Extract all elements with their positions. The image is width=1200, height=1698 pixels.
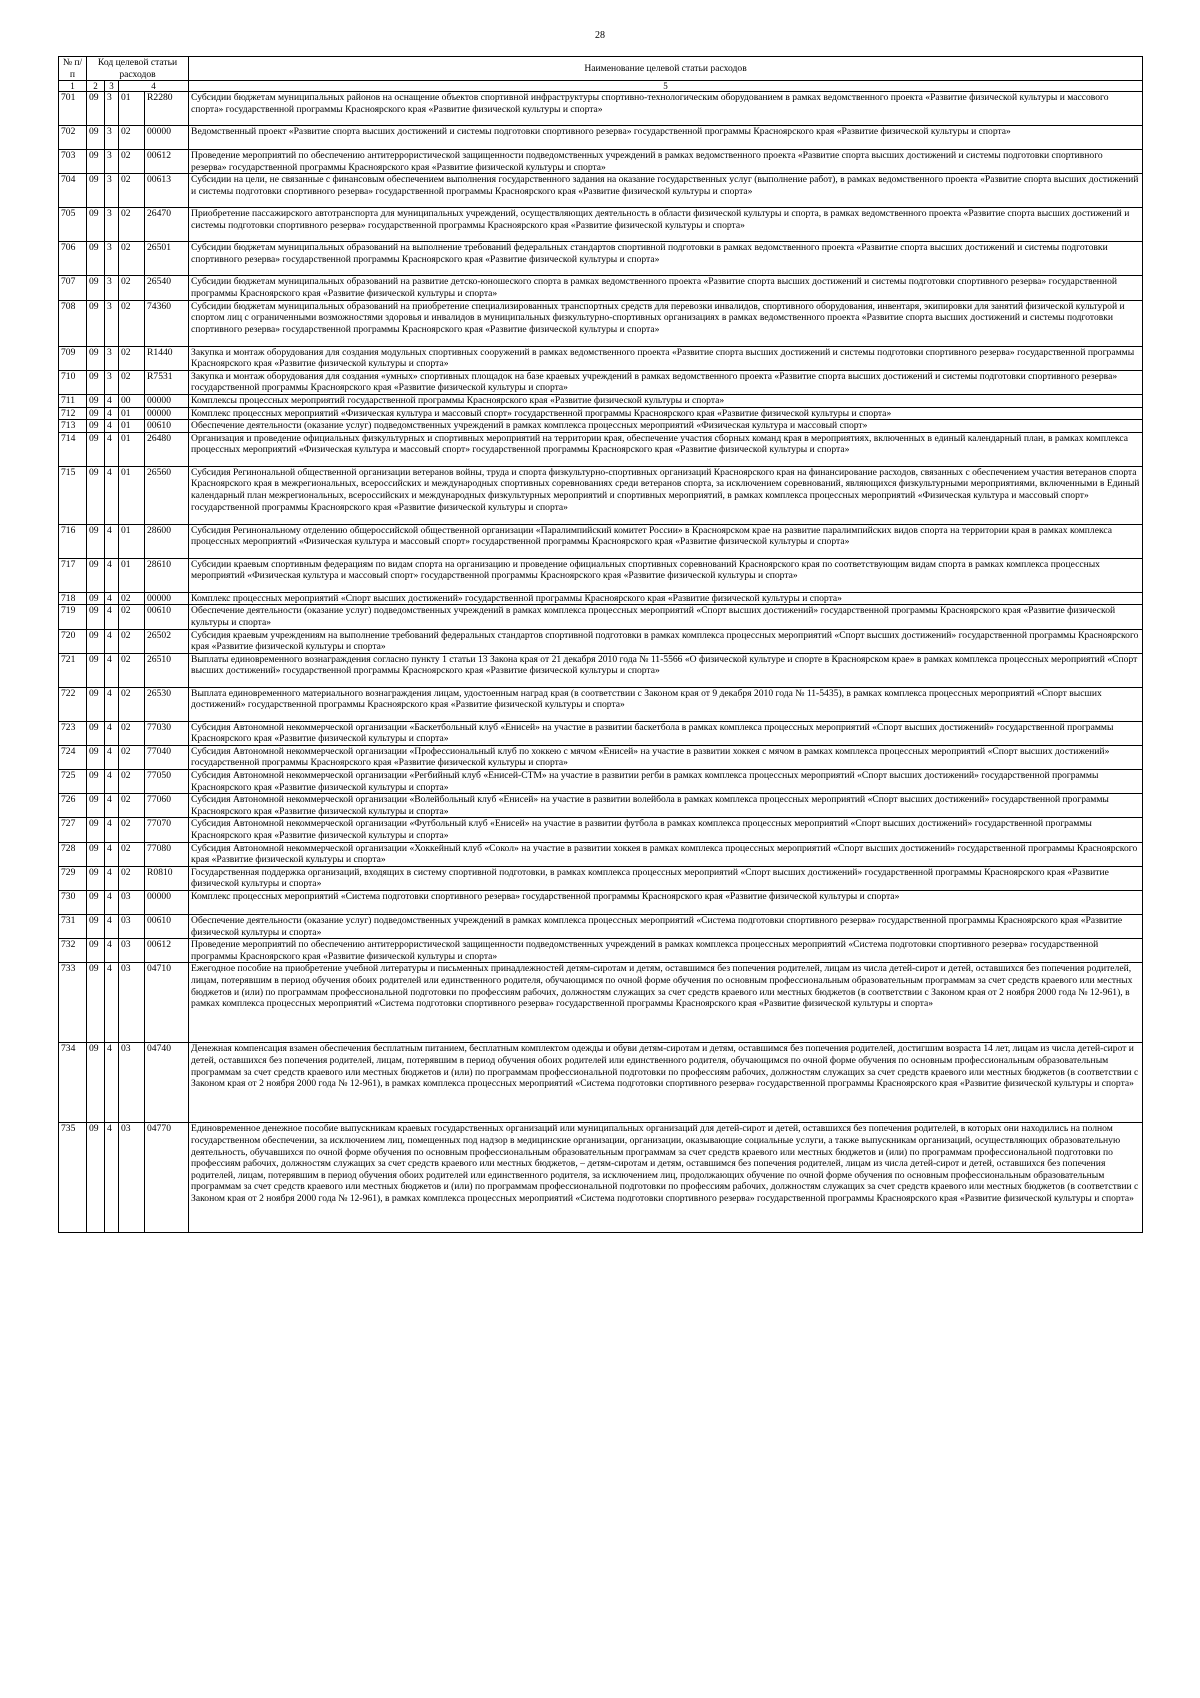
code-part-4: 26530 bbox=[145, 687, 189, 721]
budget-table bbox=[58, 56, 1143, 1233]
code-part-4: 26480 bbox=[145, 432, 189, 466]
table-row bbox=[59, 346, 1143, 370]
code-part-1: 09 bbox=[87, 939, 105, 963]
row-name: Проведение мероприятий по обеспечению антитеррористической защищенности подведомственных учреждений в рамках ведомственного проекта «Развитие спорта высших достижений и системы подготовки спортивного резерва» государственной программы Красноярского края «Развитие физической культуры и спорта» bbox=[189, 150, 1143, 174]
row-index: 725 bbox=[59, 770, 87, 794]
code-part-4: R7531 bbox=[145, 370, 189, 394]
column-number: 2 bbox=[87, 81, 105, 92]
code-part-2: 4 bbox=[105, 466, 119, 524]
code-part-3: 01 bbox=[119, 432, 145, 466]
code-part-4: 77040 bbox=[145, 745, 189, 769]
header-code: Код целевой статьи расходов bbox=[87, 57, 189, 81]
code-part-3: 01 bbox=[119, 524, 145, 558]
row-name: Ведомственный проект «Развитие спорта высших достижений и системы подготовки спортивного резерва» государственной программы Красноярского края «Развитие физической культуры и спорта» bbox=[189, 126, 1143, 150]
code-part-1: 09 bbox=[87, 466, 105, 524]
code-part-2: 4 bbox=[105, 866, 119, 890]
page-number: 28 bbox=[595, 30, 605, 41]
row-index: 735 bbox=[59, 1123, 87, 1233]
code-part-3: 03 bbox=[119, 963, 145, 1043]
code-part-3: 02 bbox=[119, 242, 145, 276]
code-part-3: 02 bbox=[119, 629, 145, 653]
table-row bbox=[59, 432, 1143, 466]
row-name: Денежная компенсация взамен обеспечения бесплатным питанием, бесплатным комплектом одежды и обуви детям-сиротам и детям, оставшимся без попечения родителей, достигшим возраста 14 лет, лицам из числа детей-сирот и детей, оставшихся без попечения родителей, лицам, потерявшим в период обучения обоих родителей или единственного родителя, обучающимся по очной форме обучения по основным профессиональным образовательным программам за счет средств краевого или местных бюджетов и (или) по программам профессиональной подготовки по профессиям рабочих, должностям служащих за счет средств краевого или местных бюджетов (в соответствии с Законом края от 2 ноября 2000 года № 12-961), в рамках комплекса процессных мероприятий «Система подготовки спортивного резерва» государственной программы Красноярского края «Развитие физической культуры и спорта» bbox=[189, 1043, 1143, 1123]
row-name: Субсидия Автономной некоммерческой организации «Баскетбольный клуб «Енисей» на участие в развитии баскетбола в рамках комплекса процессных мероприятий «Спорт высших достижений» государственной программы Красноярского края «Развитие физической культуры и спорта» bbox=[189, 721, 1143, 745]
row-name: Ежегодное пособие на приобретение учебной литературы и письменных принадлежностей детям-сиротам и детям, оставшимся без попечения родителей, лицам из числа детей-сирот и детей, оставшихся без попечения родителей, лицам, потерявшим в период обучения обоих родителей или единственного родителя, обучающимся по очной форме обучения по основным профессиональным образовательным программам за счет средств краевого или местных бюджетов и (или) по программам профессиональной подготовки по профессиям рабочих, должностям служащих за счет средств краевого или местных бюджетов (в соответствии с Законом края от 2 ноября 2000 года № 12-961), в рамках комплекса процессных мероприятий «Система подготовки спортивного резерва» государственной программы Красноярского края «Развитие физической культуры и спорта» bbox=[189, 963, 1143, 1043]
code-part-1: 09 bbox=[87, 300, 105, 346]
table-column-numbers bbox=[59, 81, 1143, 92]
code-part-4: 77050 bbox=[145, 770, 189, 794]
row-index: 722 bbox=[59, 687, 87, 721]
row-index: 711 bbox=[59, 394, 87, 407]
code-part-2: 4 bbox=[105, 1043, 119, 1123]
table-row bbox=[59, 592, 1143, 605]
table-row bbox=[59, 407, 1143, 420]
code-part-4: R0810 bbox=[145, 866, 189, 890]
code-part-3: 01 bbox=[119, 558, 145, 592]
code-part-1: 09 bbox=[87, 653, 105, 687]
row-index: 732 bbox=[59, 939, 87, 963]
row-index: 715 bbox=[59, 466, 87, 524]
row-index: 729 bbox=[59, 866, 87, 890]
code-part-4: 04710 bbox=[145, 963, 189, 1043]
code-part-1: 09 bbox=[87, 276, 105, 300]
column-number: 1 bbox=[59, 81, 87, 92]
code-part-4: 26501 bbox=[145, 242, 189, 276]
row-index: 714 bbox=[59, 432, 87, 466]
header-index: № п/п bbox=[59, 57, 87, 81]
code-part-3: 01 bbox=[119, 407, 145, 420]
column-number: 4 bbox=[119, 81, 189, 92]
code-part-3: 03 bbox=[119, 891, 145, 915]
row-index: 731 bbox=[59, 915, 87, 939]
row-index: 733 bbox=[59, 963, 87, 1043]
code-part-2: 4 bbox=[105, 721, 119, 745]
code-part-1: 09 bbox=[87, 915, 105, 939]
table-row bbox=[59, 126, 1143, 150]
code-part-4: 00000 bbox=[145, 891, 189, 915]
code-part-3: 02 bbox=[119, 300, 145, 346]
table-row bbox=[59, 653, 1143, 687]
code-part-4: 77030 bbox=[145, 721, 189, 745]
code-part-2: 3 bbox=[105, 174, 119, 208]
code-part-4: 00610 bbox=[145, 420, 189, 433]
code-part-2: 4 bbox=[105, 818, 119, 842]
code-part-4: R1440 bbox=[145, 346, 189, 370]
code-part-2: 4 bbox=[105, 558, 119, 592]
row-name: Субсидия Автономной некоммерческой организации «Хоккейный клуб «Сокол» на участие в развитии хоккея в рамках комплекса процессных мероприятий «Спорт высших достижений» государственной программы Красноярского края «Развитие физической культуры и спорта» bbox=[189, 842, 1143, 866]
code-part-1: 09 bbox=[87, 524, 105, 558]
table-row bbox=[59, 1123, 1143, 1233]
row-name: Комплекс процессных мероприятий «Спорт высших достижений» государственной программы Красноярского края «Развитие физической культуры и спорта» bbox=[189, 592, 1143, 605]
code-part-2: 4 bbox=[105, 915, 119, 939]
code-part-3: 02 bbox=[119, 687, 145, 721]
row-index: 724 bbox=[59, 745, 87, 769]
code-part-3: 02 bbox=[119, 174, 145, 208]
code-part-2: 4 bbox=[105, 891, 119, 915]
table-row bbox=[59, 558, 1143, 592]
code-part-1: 09 bbox=[87, 605, 105, 629]
row-index: 720 bbox=[59, 629, 87, 653]
column-number: 5 bbox=[189, 81, 1143, 92]
row-index: 728 bbox=[59, 842, 87, 866]
row-index: 719 bbox=[59, 605, 87, 629]
row-name: Организация и проведение официальных физкультурных и спортивных мероприятий на территории края, обеспечение участия сборных команд края в мероприятиях, включенных в единый календарный план, в рамках комплекса процессных мероприятий «Физическая культура и массовый спорт» государственной программы Красноярского края «Развитие физической культуры и спорта» bbox=[189, 432, 1143, 466]
header-name: Наименование целевой статьи расходов bbox=[189, 57, 1143, 81]
table-row bbox=[59, 687, 1143, 721]
code-part-3: 02 bbox=[119, 842, 145, 866]
row-name: Выплаты единовременного вознаграждения согласно пункту 1 статьи 13 Закона края от 21 декабря 2010 года № 11-5566 «О физической культуре и спорте в Красноярском крае» в рамках комплекса процессных мероприятий «Спорт высших достижений» государственной программы Красноярского края «Развитие физической культуры и спорта» bbox=[189, 653, 1143, 687]
row-name: Субсидии бюджетам муниципальных образований на приобретение специализированных транспортных средств для перевозки инвалидов, спортивного оборудования, инвентаря, экипировки для занятий физической культурой и спортом лиц с ограниченными возможностями здоровья и инвалидов в муниципальных физкультурно-спортивных организациях в рамках ведомственного проекта «Развитие спорта высших достижений и системы подготовки спортивного резерва» государственной программы Красноярского края «Развитие физической культуры и спорта» bbox=[189, 300, 1143, 346]
code-part-1: 09 bbox=[87, 721, 105, 745]
code-part-2: 4 bbox=[105, 524, 119, 558]
code-part-1: 09 bbox=[87, 346, 105, 370]
code-part-3: 03 bbox=[119, 1043, 145, 1123]
row-index: 721 bbox=[59, 653, 87, 687]
row-index: 723 bbox=[59, 721, 87, 745]
row-index: 709 bbox=[59, 346, 87, 370]
row-name: Государственная поддержка организаций, входящих в систему спортивной подготовки, в рамках комплекса процессных мероприятий «Спорт высших достижений» государственной программы Красноярского края «Развитие физической культуры и спорта» bbox=[189, 866, 1143, 890]
code-part-4: 28600 bbox=[145, 524, 189, 558]
table-row bbox=[59, 370, 1143, 394]
code-part-3: 02 bbox=[119, 276, 145, 300]
code-part-2: 4 bbox=[105, 394, 119, 407]
code-part-2: 4 bbox=[105, 687, 119, 721]
code-part-4: 00612 bbox=[145, 939, 189, 963]
row-name: Субсидии бюджетам муниципальных образований на развитие детско-юношеского спорта в рамках ведомственного проекта «Развитие спорта высших достижений и системы подготовки спортивного резерва» государственной программы Красноярского края «Развитие физической культуры и спорта» bbox=[189, 276, 1143, 300]
code-part-2: 4 bbox=[105, 794, 119, 818]
code-part-1: 09 bbox=[87, 394, 105, 407]
table-row bbox=[59, 794, 1143, 818]
code-part-1: 09 bbox=[87, 420, 105, 433]
row-index: 701 bbox=[59, 92, 87, 126]
code-part-4: 28610 bbox=[145, 558, 189, 592]
row-name: Субсидии краевым спортивным федерациям по видам спорта на организацию и проведение официальных спортивных соревнований Красноярского края по соответствующим видам спорта в рамках комплекса процессных мероприятий «Физическая культура и массовый спорт» государственной программы Красноярского края «Развитие физической культуры и спорта» bbox=[189, 558, 1143, 592]
code-part-1: 09 bbox=[87, 370, 105, 394]
code-part-1: 09 bbox=[87, 629, 105, 653]
row-name: Субсидия Регинональной общественной организации ветеранов войны, труда и спорта физкультурно-спортивных организаций Красноярского края на финансирование расходов, связанных с обеспечением участия ветеранов спорта Красноярского края в межрегиональных, всероссийских и международных спортивных соревнованиях среди ветеранов спорта, за исключением соревнований, являющихся физкультурными мероприятиями, включенными в Единый календарный план межрегиональных, всероссийских и международных физкультурных мероприятий и спортивных мероприятий, в рамках комплекса процессных мероприятий «Физическая культура и массовый спорт» государственной программы Красноярского края «Развитие физической культуры и спорта» bbox=[189, 466, 1143, 524]
code-part-2: 4 bbox=[105, 1123, 119, 1233]
code-part-3: 02 bbox=[119, 653, 145, 687]
row-name: Комплексы процессных мероприятий государственной программы Красноярского края «Развитие физической культуры и спорта» bbox=[189, 394, 1143, 407]
code-part-3: 02 bbox=[119, 818, 145, 842]
row-index: 708 bbox=[59, 300, 87, 346]
table-row bbox=[59, 939, 1143, 963]
table-row bbox=[59, 721, 1143, 745]
row-name: Субсидии бюджетам муниципальных районов на оснащение объектов спортивной инфраструктуры спортивно-технологическим оборудованием в рамках ведомственного проекта «Развитие физической культуры и массового спорта» государственной программы Красноярского края «Развитие физической культуры и спорта» bbox=[189, 92, 1143, 126]
row-index: 713 bbox=[59, 420, 87, 433]
code-part-2: 4 bbox=[105, 605, 119, 629]
code-part-2: 4 bbox=[105, 432, 119, 466]
code-part-4: 00000 bbox=[145, 126, 189, 150]
code-part-2: 4 bbox=[105, 963, 119, 1043]
code-part-4: 26560 bbox=[145, 466, 189, 524]
row-name: Субсидия краевым учреждениям на выполнение требований федеральных стандартов спортивной подготовки в рамках комплекса процессных мероприятий «Спорт высших достижений» государственной программы Красноярского края «Развитие физической культуры и спорта» bbox=[189, 629, 1143, 653]
code-part-2: 4 bbox=[105, 407, 119, 420]
table-row bbox=[59, 745, 1143, 769]
row-index: 703 bbox=[59, 150, 87, 174]
code-part-1: 09 bbox=[87, 1123, 105, 1233]
code-part-1: 09 bbox=[87, 866, 105, 890]
row-index: 704 bbox=[59, 174, 87, 208]
row-name: Проведение мероприятий по обеспечению антитеррористической защищенности подведомственных учреждений в рамках комплекса процессных мероприятий «Система подготовки спортивного резерва» государственной программы Красноярского края «Развитие физической культуры и спорта» bbox=[189, 939, 1143, 963]
code-part-4: 26502 bbox=[145, 629, 189, 653]
row-name: Единовременное денежное пособие выпускникам краевых государственных организаций или муниципальных организаций для детей-сирот и детей, оставшихся без попечения родителей, в которых они находились на полном государственном обеспечении, за исключением лиц, помещенных под надзор в медицинские организации, организации, оказывающие социальные услуги, а также выпускникам организаций, осуществляющих образовательную деятельность, обучавшихся по очной форме обучения по основным профессиональным образовательным программам за счет средств краевого или местных бюджетов и (или) по программам профессиональной подготовки по профессиям рабочих, должностям служащих за счет средств краевого или местных бюджетов, – детям-сиротам и детям, оставшимся без попечения родителей, лицам из числа детей-сирот и детей, оставшихся без попечения родителей, лицам, потерявшим в период обучения обоих родителей или единственного родителя, за исключением лиц, продолжающих обучение по очной форме обучения по основным профессиональным образовательным программам за счет средств краевого или местных бюджетов и (или) по программам профессиональной подготовки по профессиям рабочих, должностям служащих за счет средств краевого или местных бюджетов (в соответствии с Законом края от 2 ноября 2000 года № 12-961), в рамках комплекса процессных мероприятий «Система подготовки спортивного резерва» государственной программы Красноярского края «Развитие физической культуры и спорта» bbox=[189, 1123, 1143, 1233]
code-part-4: 00000 bbox=[145, 407, 189, 420]
code-part-4: 26510 bbox=[145, 653, 189, 687]
code-part-2: 4 bbox=[105, 653, 119, 687]
code-part-3: 02 bbox=[119, 605, 145, 629]
row-name: Субсидии на цели, не связанные с финансовым обеспечением выполнения государственного задания на оказание государственных услуг (выполнение работ), в рамках ведомственного проекта «Развитие спорта высших достижений и системы подготовки спортивного резерва» государственной программы Красноярского края «Развитие физической культуры и спорта» bbox=[189, 174, 1143, 208]
code-part-1: 09 bbox=[87, 818, 105, 842]
code-part-1: 09 bbox=[87, 794, 105, 818]
row-name: Субсидия Автономной некоммерческой организации «Футбольный клуб «Енисей» на участие в развитии футбола в рамках комплекса процессных мероприятий «Спорт высших достижений» государственной программы Красноярского края «Развитие физической культуры и спорта» bbox=[189, 818, 1143, 842]
table-row bbox=[59, 629, 1143, 653]
code-part-1: 09 bbox=[87, 92, 105, 126]
code-part-4: 00610 bbox=[145, 915, 189, 939]
row-name: Закупка и монтаж оборудования для создания модульных спортивных сооружений в рамках ведомственного проекта «Развитие спорта высших достижений и системы подготовки спортивного резерва» государственной программы Красноярского края «Развитие физической культуры и спорта» bbox=[189, 346, 1143, 370]
code-part-1: 09 bbox=[87, 687, 105, 721]
table-row bbox=[59, 150, 1143, 174]
code-part-4: R2280 bbox=[145, 92, 189, 126]
row-name: Субсидия Регинональному отделению общероссийской общественной организации «Паралимпийский комитет России» в Красноярском крае на развитие паралимпийских видов спорта на территории края в рамках комплекса процессных мероприятий «Физическая культура и массовый спорт» государственной программы Красноярского края «Развитие физической культуры и спорта» bbox=[189, 524, 1143, 558]
row-index: 717 bbox=[59, 558, 87, 592]
code-part-4: 04740 bbox=[145, 1043, 189, 1123]
code-part-1: 09 bbox=[87, 150, 105, 174]
table-row bbox=[59, 866, 1143, 890]
code-part-3: 03 bbox=[119, 1123, 145, 1233]
row-index: 712 bbox=[59, 407, 87, 420]
code-part-4: 77080 bbox=[145, 842, 189, 866]
code-part-3: 02 bbox=[119, 866, 145, 890]
code-part-3: 01 bbox=[119, 420, 145, 433]
code-part-2: 3 bbox=[105, 276, 119, 300]
code-part-1: 09 bbox=[87, 242, 105, 276]
table-row bbox=[59, 92, 1143, 126]
table-row bbox=[59, 466, 1143, 524]
code-part-1: 09 bbox=[87, 174, 105, 208]
code-part-3: 00 bbox=[119, 394, 145, 407]
table-row bbox=[59, 242, 1143, 276]
table-row bbox=[59, 605, 1143, 629]
code-part-1: 09 bbox=[87, 126, 105, 150]
code-part-4: 00000 bbox=[145, 394, 189, 407]
table-row bbox=[59, 174, 1143, 208]
code-part-2: 4 bbox=[105, 770, 119, 794]
code-part-2: 3 bbox=[105, 208, 119, 242]
code-part-4: 04770 bbox=[145, 1123, 189, 1233]
table-row bbox=[59, 915, 1143, 939]
table-row bbox=[59, 891, 1143, 915]
table-header-row bbox=[59, 57, 1143, 81]
row-index: 718 bbox=[59, 592, 87, 605]
code-part-2: 3 bbox=[105, 242, 119, 276]
row-name: Закупка и монтаж оборудования для создания «умных» спортивных площадок на базе краевых учреждений в рамках ведомственного проекта «Развитие спорта высших достижений и системы подготовки спортивного резерва» государственной программы Красноярского края «Развитие физической культуры и спорта» bbox=[189, 370, 1143, 394]
code-part-1: 09 bbox=[87, 891, 105, 915]
table-row bbox=[59, 300, 1143, 346]
row-index: 727 bbox=[59, 818, 87, 842]
code-part-2: 4 bbox=[105, 939, 119, 963]
row-name: Приобретение пассажирского автотранспорта для муниципальных учреждений, осуществляющих деятельность в области физической культуры и спорта, в рамках ведомственного проекта «Развитие спорта высших достижений и системы подготовки спортивного резерва» государственной программы Красноярского края «Развитие физической культуры и спорта» bbox=[189, 208, 1143, 242]
code-part-3: 02 bbox=[119, 592, 145, 605]
code-part-4: 26540 bbox=[145, 276, 189, 300]
code-part-4: 74360 bbox=[145, 300, 189, 346]
code-part-3: 02 bbox=[119, 770, 145, 794]
row-name: Субсидия Автономной некоммерческой организации «Профессиональный клуб по хоккею с мячом «Енисей» на участие в развитии хоккея с мячом в рамках комплекса процессных мероприятий «Спорт высших достижений» государственной программы Красноярского края «Развитие физической культуры и спорта» bbox=[189, 745, 1143, 769]
code-part-4: 00610 bbox=[145, 605, 189, 629]
row-name: Субсидия Автономной некоммерческой организации «Волейбольный клуб «Енисей» на участие в развитии волейбола в рамках комплекса процессных мероприятий «Спорт высших достижений» государственной программы Красноярского края «Развитие физической культуры и спорта» bbox=[189, 794, 1143, 818]
code-part-3: 02 bbox=[119, 126, 145, 150]
code-part-2: 4 bbox=[105, 842, 119, 866]
code-part-4: 26470 bbox=[145, 208, 189, 242]
code-part-4: 00613 bbox=[145, 174, 189, 208]
code-part-3: 02 bbox=[119, 346, 145, 370]
row-index: 705 bbox=[59, 208, 87, 242]
code-part-1: 09 bbox=[87, 842, 105, 866]
row-name: Выплата единовременного материального вознаграждения лицам, удостоенным наград края (в соответствии с Законом края от 9 декабря 2010 года № 11-5435), в рамках комплекса процессных мероприятий «Спорт высших достижений» государственной программы Красноярского края «Развитие физической культуры и спорта» bbox=[189, 687, 1143, 721]
code-part-3: 02 bbox=[119, 721, 145, 745]
row-name: Субсидии бюджетам муниципальных образований на выполнение требований федеральных стандартов спортивной подготовки в рамках ведомственного проекта «Развитие спорта высших достижений и системы подготовки спортивного резерва» государственной программы Красноярского края «Развитие физической культуры и спорта» bbox=[189, 242, 1143, 276]
table-row bbox=[59, 818, 1143, 842]
row-index: 702 bbox=[59, 126, 87, 150]
code-part-2: 3 bbox=[105, 150, 119, 174]
code-part-4: 77060 bbox=[145, 794, 189, 818]
code-part-1: 09 bbox=[87, 745, 105, 769]
code-part-2: 3 bbox=[105, 346, 119, 370]
row-name: Комплекс процессных мероприятий «Физическая культура и массовый спорт» государственной программы Красноярского края «Развитие физической культуры и спорта» bbox=[189, 407, 1143, 420]
row-index: 726 bbox=[59, 794, 87, 818]
code-part-1: 09 bbox=[87, 407, 105, 420]
code-part-3: 02 bbox=[119, 745, 145, 769]
code-part-3: 02 bbox=[119, 794, 145, 818]
code-part-3: 02 bbox=[119, 370, 145, 394]
code-part-1: 09 bbox=[87, 1043, 105, 1123]
code-part-1: 09 bbox=[87, 963, 105, 1043]
code-part-1: 09 bbox=[87, 208, 105, 242]
code-part-2: 3 bbox=[105, 126, 119, 150]
row-name: Обеспечение деятельности (оказание услуг) подведомственных учреждений в рамках комплекса процессных мероприятий «Физическая культура и массовый спорт» bbox=[189, 420, 1143, 433]
row-name: Комплекс процессных мероприятий «Система подготовки спортивного резерва» государственной программы Красноярского края «Развитие физической культуры и спорта» bbox=[189, 891, 1143, 915]
row-index: 730 bbox=[59, 891, 87, 915]
row-index: 707 bbox=[59, 276, 87, 300]
code-part-4: 77070 bbox=[145, 818, 189, 842]
table-row bbox=[59, 394, 1143, 407]
code-part-1: 09 bbox=[87, 558, 105, 592]
row-index: 710 bbox=[59, 370, 87, 394]
column-number: 3 bbox=[105, 81, 119, 92]
row-name: Обеспечение деятельности (оказание услуг) подведомственных учреждений в рамках комплекса процессных мероприятий «Спорт высших достижений» государственной программы Красноярского края «Развитие физической культуры и спорта» bbox=[189, 605, 1143, 629]
code-part-3: 02 bbox=[119, 208, 145, 242]
table-row bbox=[59, 963, 1143, 1043]
code-part-2: 3 bbox=[105, 370, 119, 394]
code-part-3: 02 bbox=[119, 150, 145, 174]
table-row bbox=[59, 420, 1143, 433]
code-part-3: 01 bbox=[119, 92, 145, 126]
code-part-3: 03 bbox=[119, 939, 145, 963]
table-body bbox=[59, 92, 1143, 1233]
table-row bbox=[59, 276, 1143, 300]
code-part-3: 01 bbox=[119, 466, 145, 524]
code-part-2: 4 bbox=[105, 592, 119, 605]
row-index: 716 bbox=[59, 524, 87, 558]
row-name: Обеспечение деятельности (оказание услуг) подведомственных учреждений в рамках комплекса процессных мероприятий «Система подготовки спортивного резерва» государственной программы Красноярского края «Развитие физической культуры и спорта» bbox=[189, 915, 1143, 939]
code-part-3: 03 bbox=[119, 915, 145, 939]
row-index: 706 bbox=[59, 242, 87, 276]
code-part-2: 3 bbox=[105, 92, 119, 126]
row-name: Субсидия Автономной некоммерческой организации «Регбийный клуб «Енисей-СТМ» на участие в развитии регби в рамках комплекса процессных мероприятий «Спорт высших достижений» государственной программы Красноярского края «Развитие физической культуры и спорта» bbox=[189, 770, 1143, 794]
code-part-1: 09 bbox=[87, 592, 105, 605]
code-part-4: 00612 bbox=[145, 150, 189, 174]
table-row bbox=[59, 208, 1143, 242]
code-part-2: 4 bbox=[105, 420, 119, 433]
code-part-2: 4 bbox=[105, 629, 119, 653]
table-row bbox=[59, 770, 1143, 794]
code-part-4: 00000 bbox=[145, 592, 189, 605]
code-part-2: 3 bbox=[105, 300, 119, 346]
table-row bbox=[59, 524, 1143, 558]
row-index: 734 bbox=[59, 1043, 87, 1123]
code-part-1: 09 bbox=[87, 432, 105, 466]
table-row bbox=[59, 842, 1143, 866]
table-row bbox=[59, 1043, 1143, 1123]
code-part-1: 09 bbox=[87, 770, 105, 794]
code-part-2: 4 bbox=[105, 745, 119, 769]
